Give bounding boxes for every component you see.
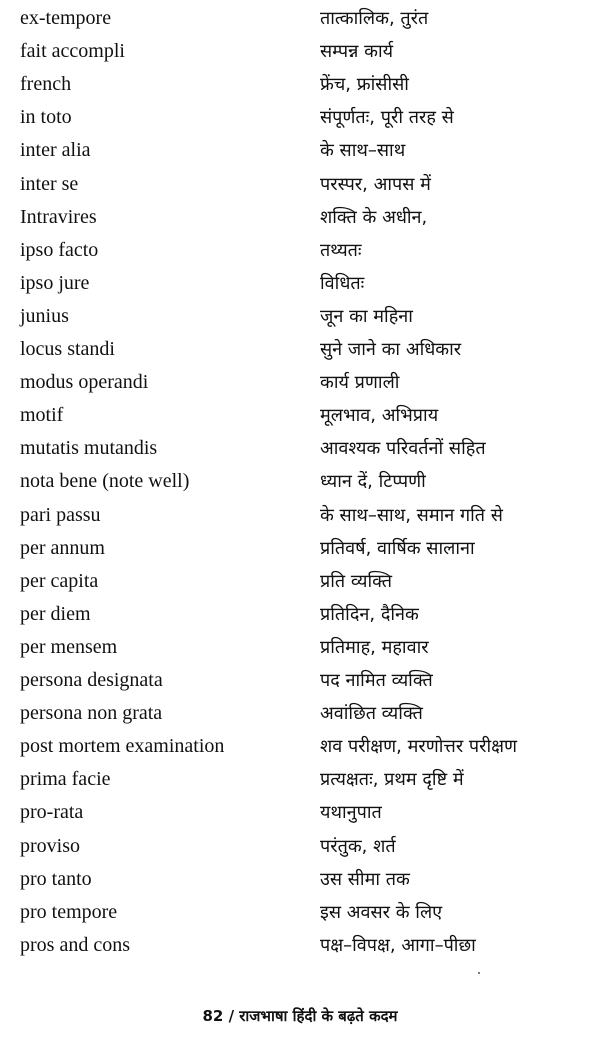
- glossary-row: [0, 366, 600, 399]
- glossary-meaning: प्रतिवर्ष, वार्षिक सालाना: [320, 537, 475, 559]
- glossary-term: motif: [20, 404, 64, 427]
- glossary-row: [0, 631, 600, 664]
- glossary-term: prima facie: [20, 768, 111, 791]
- glossary-term: modus operandi: [20, 371, 149, 394]
- glossary-meaning: पद नामित व्यक्ति: [320, 670, 433, 691]
- glossary-row: [0, 101, 600, 134]
- glossary-term: pro-rata: [20, 801, 84, 824]
- glossary-row: [0, 2, 600, 35]
- glossary-term: ipso jure: [20, 271, 90, 294]
- glossary-meaning: सुने जाने का अधिकार: [320, 339, 462, 360]
- glossary-row: [0, 267, 600, 300]
- glossary-term: persona designata: [20, 669, 163, 691]
- print-speck: [478, 972, 480, 974]
- glossary-term: per mensem: [20, 635, 118, 658]
- glossary-term: fait accompli: [20, 40, 125, 63]
- glossary-meaning: कार्य प्रणाली: [320, 372, 400, 394]
- glossary-row: [0, 598, 600, 631]
- glossary-row: [0, 863, 600, 896]
- glossary-row: [0, 929, 600, 962]
- glossary-term: pari passu: [20, 503, 101, 526]
- glossary-meaning: प्रत्यक्षतः, प्रथम दृष्टि में: [320, 769, 464, 791]
- glossary-row: [0, 664, 600, 697]
- glossary-meaning: के साथ–साथ, समान गति से: [320, 504, 503, 526]
- glossary-meaning: जून का महिना: [320, 305, 413, 327]
- glossary-meaning: आवश्यक परिवर्तनों सहित: [320, 438, 486, 460]
- glossary-meaning: इस अवसर के लिए: [320, 901, 443, 923]
- glossary-term: french: [20, 73, 72, 96]
- glossary-meaning: के साथ–साथ: [320, 140, 406, 162]
- glossary-row: [0, 234, 600, 267]
- glossary-term: mutatis mutandis: [20, 437, 158, 460]
- glossary-row: [0, 532, 600, 565]
- glossary-row: [0, 68, 600, 101]
- glossary-term: pro tempore: [20, 900, 118, 923]
- glossary-term: inter alia: [20, 139, 91, 162]
- glossary-row: [0, 432, 600, 465]
- glossary-row: [0, 896, 600, 929]
- glossary-term: in toto: [20, 106, 72, 129]
- glossary-meaning: अवांछित व्यक्ति: [320, 703, 423, 725]
- glossary-meaning: मूलभाव, अभिप्राय: [320, 405, 439, 427]
- page-footer: 82 / राजभाषा हिंदी के बढ़ते कदम: [202, 1007, 398, 1025]
- glossary-row: [0, 730, 600, 763]
- glossary-row: [0, 399, 600, 432]
- glossary-meaning: फ्रेंच, फ्रांसीसी: [320, 74, 409, 96]
- glossary-term: locus standi: [20, 338, 115, 360]
- glossary-row: [0, 35, 600, 68]
- glossary-meaning: प्रतिमाह, महावार: [320, 636, 429, 658]
- glossary-meaning: यथानुपात: [320, 802, 382, 824]
- glossary-meaning: तथ्यतः: [320, 239, 362, 261]
- glossary-meaning: शव परीक्षण, मरणोत्तर परीक्षण: [320, 736, 518, 758]
- glossary-meaning: सम्पन्न कार्य: [320, 41, 394, 63]
- glossary-meaning: परंतुक, शर्त: [320, 835, 396, 857]
- glossary-term: per capita: [20, 569, 99, 592]
- glossary-term: nota bene (note well): [20, 470, 190, 493]
- glossary-row: [0, 465, 600, 498]
- glossary-term: pro tanto: [20, 867, 92, 890]
- glossary-meaning: प्रति व्यक्ति: [320, 570, 393, 592]
- glossary-term: pros and cons: [20, 933, 130, 956]
- glossary-term: post mortem examination: [20, 735, 225, 758]
- glossary-meaning: परस्पर, आपस में: [320, 173, 431, 195]
- glossary-row: [0, 134, 600, 167]
- glossary-row: [0, 300, 600, 333]
- glossary-row: [0, 697, 600, 730]
- glossary-meaning: विधितः: [320, 272, 365, 294]
- glossary-meaning: उस सीमा तक: [320, 868, 410, 890]
- glossary-row: [0, 796, 600, 829]
- glossary-row: [0, 763, 600, 796]
- glossary-term: per annum: [20, 536, 105, 559]
- glossary-term: per diem: [20, 602, 91, 625]
- glossary-term: persona non grata: [20, 702, 163, 725]
- glossary-term: junius: [20, 304, 69, 327]
- glossary-row: [0, 830, 600, 863]
- glossary-meaning: ध्यान दें, टिप्पणी: [320, 471, 426, 493]
- glossary-row: [0, 168, 600, 201]
- glossary-meaning: संपूर्णतः, पूरी तरह से: [320, 107, 454, 129]
- glossary-row: [0, 565, 600, 598]
- glossary-meaning: शक्ति के अधीन,: [320, 206, 428, 228]
- glossary-meaning: प्रतिदिन, दैनिक: [320, 603, 419, 625]
- glossary-term: proviso: [20, 834, 80, 857]
- glossary-row: [0, 499, 600, 532]
- glossary-term: inter se: [20, 172, 79, 195]
- glossary-term: ex-tempore: [20, 7, 112, 29]
- glossary-meaning: तात्कालिक, तुरंत: [320, 8, 429, 29]
- glossary-row: [0, 201, 600, 234]
- glossary-meaning: पक्ष–विपक्ष, आगा–पीछा: [320, 934, 476, 956]
- glossary-term: Intravires: [20, 205, 97, 228]
- glossary-row: [0, 333, 600, 366]
- glossary-term: ipso facto: [20, 238, 99, 261]
